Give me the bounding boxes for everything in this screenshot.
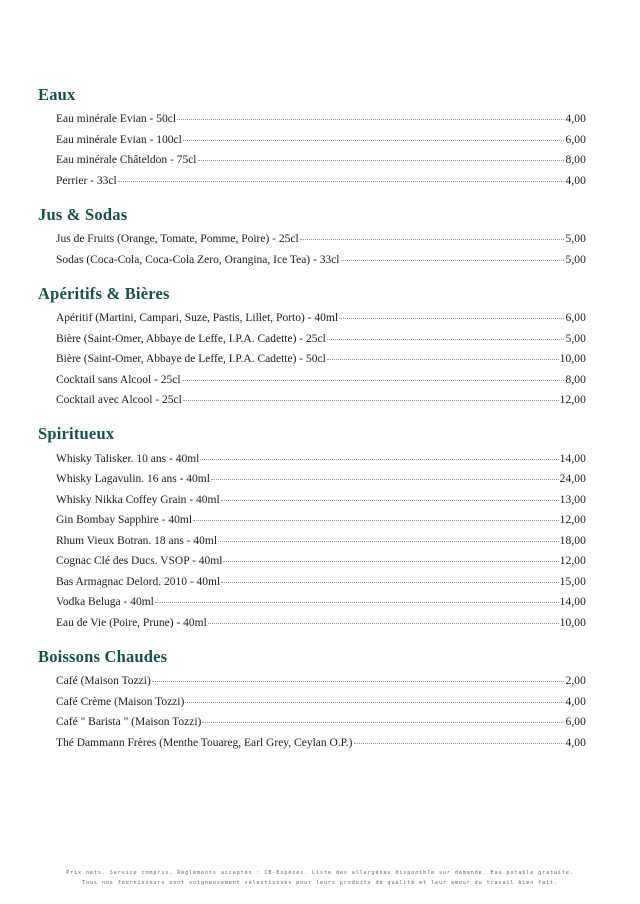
menu-item-name: Cocktail avec Alcool - 25cl [56,395,182,407]
menu-item-price: 4,00 [565,174,586,187]
menu-item-price: 4,00 [565,695,586,708]
dot-leader [155,601,559,603]
menu-item-list [38,672,586,754]
menu-item [56,309,586,330]
menu-item-price: 15,00 [559,575,586,588]
menu-item [56,151,586,172]
menu-item-name: Whisky Talisker. 10 ans - 40ml [56,453,200,465]
menu-item-price: 4,00 [565,736,586,749]
dot-leader [198,159,565,161]
menu-item-price: 6,00 [565,716,586,729]
menu-item-list [38,449,586,634]
menu-item [56,733,586,754]
menu-sections [38,86,586,754]
menu-item [56,470,586,491]
menu-footer [0,869,640,888]
menu-item [56,593,586,614]
menu-item-name: Thé Dammann Frères (Menthe Touareg, Earl Grey, Ceylan O.P.) [56,737,353,749]
menu-item-name: Eau minérale Evian - 100cl [56,134,182,146]
dot-leader [200,458,558,460]
menu-item-name: Cocktail sans Alcool - 25cl [56,374,181,386]
menu-item-price: 14,00 [559,596,586,609]
menu-item [56,613,586,634]
menu-item-price: 4,00 [565,113,586,126]
menu-item-price: 5,00 [565,253,586,266]
menu-section [38,285,586,411]
menu-item-price: 6,00 [565,312,586,325]
menu-item-price: 18,00 [559,534,586,547]
menu-section [38,86,586,192]
section-title: Boissons Chaudes [38,646,168,666]
dot-leader [339,317,564,319]
menu-item [56,250,586,271]
menu-item-name: Vodka Beluga - 40ml [56,597,154,609]
dot-leader [354,742,565,744]
section-title: Eaux [38,85,76,104]
dot-leader [211,478,559,480]
menu-item [56,370,586,391]
menu-item-price: 8,00 [565,154,586,167]
dot-leader [221,499,559,501]
menu-item [56,449,586,470]
menu-item-name: Cognac Clé des Ducs. VSOP - 40ml [56,556,223,568]
dot-leader [183,139,565,141]
menu-item-name: Sodas (Coca-Cola, Coca-Cola Zero, Orangina, Ice Tea) - 33cl [56,254,340,266]
dot-leader [118,180,565,182]
menu-item [56,391,586,412]
menu-item-name: Bière (Saint-Omer, Abbaye de Leffe, I.P.A. Cadette) - 50cl [56,354,326,366]
section-title: Jus & Sodas [38,204,128,224]
dot-leader [218,540,559,542]
dot-leader [223,560,558,562]
menu-section [38,425,586,633]
dot-leader [300,238,565,240]
menu-item [56,490,586,511]
menu-item-name: Café Crème (Maison Tozzi) [56,696,185,708]
menu-item-name: Eau minérale Châteldon - 75cl [56,155,197,167]
menu-item-name: Bière (Saint-Omer, Abbaye de Leffe, I.P.A. Cadette) - 25cl [56,333,326,345]
menu-item-price: 6,00 [565,133,586,146]
menu-section [38,648,586,754]
footer-line-2: Tous nos fournisseurs sont soigneusement sélectionnés pour leurs produits de qualité et leur amour du travail bien fait. [81,879,558,886]
menu-item-name: Rhum Vieux Botran. 18 ans - 40ml [56,535,218,547]
menu-item-list [38,309,586,412]
dot-leader [327,338,565,340]
menu-item-price: 12,00 [559,394,586,407]
dot-leader [193,519,559,521]
dot-leader [182,379,565,381]
menu-item-price: 2,00 [565,675,586,688]
menu-item-name: Gin Bombay Sapphire - 40ml [56,515,193,527]
menu-item [56,672,586,693]
menu-item-price: 24,00 [559,473,586,486]
dot-leader [202,721,564,723]
menu-item [56,230,586,251]
dot-leader [183,399,559,401]
menu-item-name: Apéritif (Martini, Campari, Suze, Pastis, Lillet, Porto) - 40ml [56,313,339,325]
menu-item [56,692,586,713]
menu-item-list [38,110,586,192]
menu-item-name: Whisky Nikka Coffey Grain - 40ml [56,494,220,506]
menu-item-name: Café (Maison Tozzi) [56,676,151,688]
menu-section [38,206,586,271]
menu-item-name: Jus de Fruits (Orange, Tomate, Pomme, Poire) - 25cl [56,234,299,246]
menu-item-name: Eau de Vie (Poire, Prune) - 40ml [56,617,207,629]
menu-item-price: 12,00 [559,555,586,568]
menu-item-price: 14,00 [559,452,586,465]
menu-item-list [38,230,586,271]
section-title: Spiritueux [38,424,115,444]
menu-item [56,110,586,131]
menu-item [56,572,586,593]
menu-item-price: 10,00 [559,616,586,629]
menu-item-price: 5,00 [565,233,586,246]
menu-item-name: Eau minérale Evian - 50cl [56,114,177,126]
menu-item [56,531,586,552]
section-title: Apéritifs & Bières [38,283,170,303]
menu-item-name: Café " Barista " (Maison Tozzi) [56,717,202,729]
menu-item-price: 10,00 [559,353,586,366]
menu-item-price: 12,00 [559,514,586,527]
menu-item-name: Perrier - 33cl [56,175,117,187]
menu-item [56,713,586,734]
dot-leader [185,701,564,703]
menu-item [56,350,586,371]
menu-item [56,511,586,532]
dot-leader [152,680,565,682]
dot-leader [177,118,564,120]
dot-leader [221,581,558,583]
menu-item-price: 13,00 [559,493,586,506]
menu-item-price: 5,00 [565,332,586,345]
footer-line-1: Prix nets. Service compris. Règlements acceptés : CB-Espèces. Liste des allergènes disponible sur demande. Eau potable gratuite. [66,870,574,877]
dot-leader [327,358,559,360]
menu-item [56,171,586,192]
menu-item-price: 8,00 [565,373,586,386]
menu-item-name: Bas Armagnac Delord. 2010 - 40ml [56,576,221,588]
menu-item [56,130,586,151]
dot-leader [341,259,565,261]
menu-item [56,552,586,573]
menu-item-name: Whisky Lagavulin. 16 ans - 40ml [56,474,210,486]
dot-leader [208,622,559,624]
menu-item [56,329,586,350]
